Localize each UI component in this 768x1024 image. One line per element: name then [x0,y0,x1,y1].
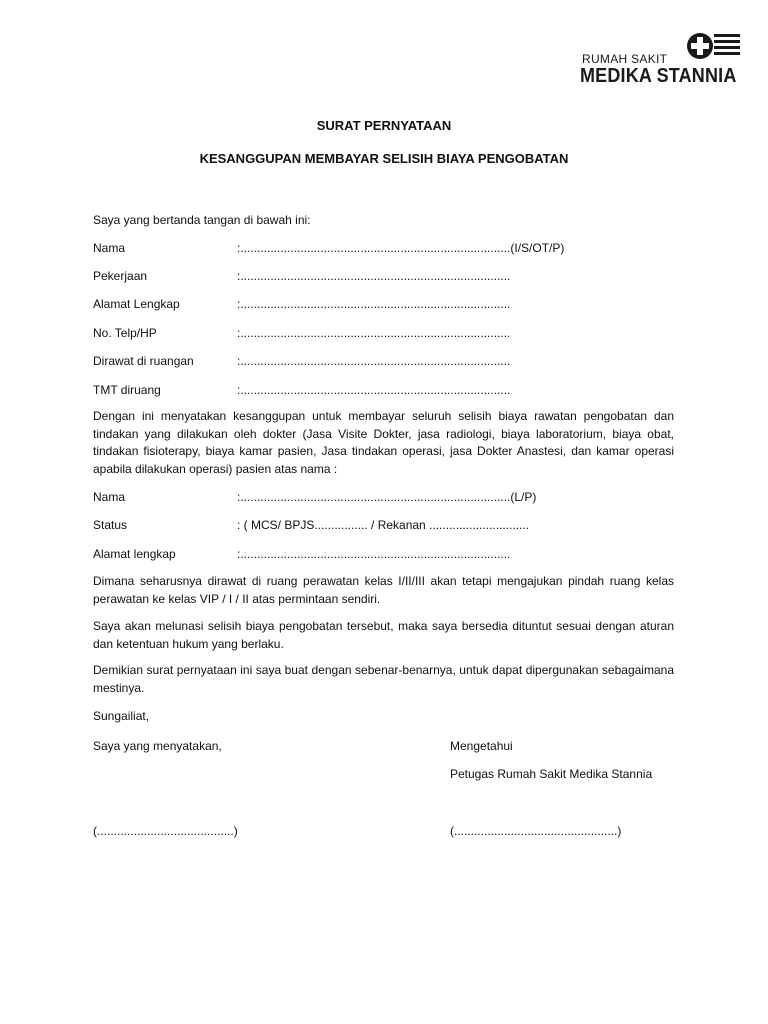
payment-paragraph: Saya akan melunasi selisih biaya pengobatan tersebut, maka saya bersedia dituntut sesuai dengan aturan dan ketentuan hukum yang berlaku. [93,619,674,651]
logo-name: MEDIKA STANNIA [580,65,737,87]
field-value: :.................................................................................(L/P) [237,490,537,504]
field-label: Status [93,518,128,532]
field-value: :................................................................................. [237,354,511,368]
field-label: Pekerjaan [93,269,148,283]
field-value: :................................................................................. [237,326,511,340]
field-value: : ( MCS/ BPJS................ / Rekanan .............................. [237,518,530,532]
field-value: :................................................................................. [237,547,511,561]
field-label: Alamat Lengkap [93,297,180,311]
hospital-logo [580,32,740,88]
signer-signature-blank: (.........................................) [93,824,238,838]
statement-paragraph: Dengan ini menyatakan kesanggupan untuk membayar seluruh selisih biaya rawatan pengobatan dan tindakan yang dilakukan oleh dokter (Jasa Visite Dokter, jasa radiologi, biaya laboratorium, biaya obat, tindakan fisioterapy, biaya kamar pasien, Jasa tindakan operasi, jasa Dokter Anastesi, dan kamar operasi apabila dilakukan operasi) pasien atas nama : [93,409,674,476]
field-label: Nama [93,490,126,504]
document-title: SURAT PERNYATAAN [316,118,452,133]
signer-label: Saya yang menyatakan, [93,739,222,753]
cross-circle-logo-icon [684,32,740,62]
field-label: Alamat lengkap [93,547,176,561]
closing-paragraph: Demikian surat pernyataan ini saya buat dengan sebenar-benarnya, untuk dapat dipergunakan sebagaimana mestinya. [93,663,674,695]
witness-role: Petugas Rumah Sakit Medika Stannia [450,767,653,781]
field-value: :................................................................................. [237,269,511,283]
field-label: TMT diruang [93,383,161,397]
place-text: Sungailiat, [93,709,150,723]
field-label: Dirawat di ruangan [93,354,194,368]
field-value: :................................................................................. [237,383,511,397]
witness-label: Mengetahui [450,739,513,753]
field-value: :.................................................................................(I/S/OT/P) [237,241,565,255]
witness-signature-blank: (.................................................) [450,824,622,838]
document-subtitle: KESANGGUPAN MEMBAYAR SELISIH BIAYA PENGOBATAN [199,151,569,166]
intro-text: Saya yang bertanda tangan di bawah ini: [93,213,311,227]
logo-subtitle: RUMAH SAKIT [582,52,668,66]
field-label: Nama [93,241,126,255]
field-label: No. Telp/HP [93,326,157,340]
room-paragraph: Dimana seharusnya dirawat di ruang perawatan kelas I/II/III akan tetapi mengajukan pindah ruang kelas perawatan ke kelas VIP / I / II atas permintaan sendiri. [93,574,674,606]
field-value: :................................................................................. [237,297,511,311]
